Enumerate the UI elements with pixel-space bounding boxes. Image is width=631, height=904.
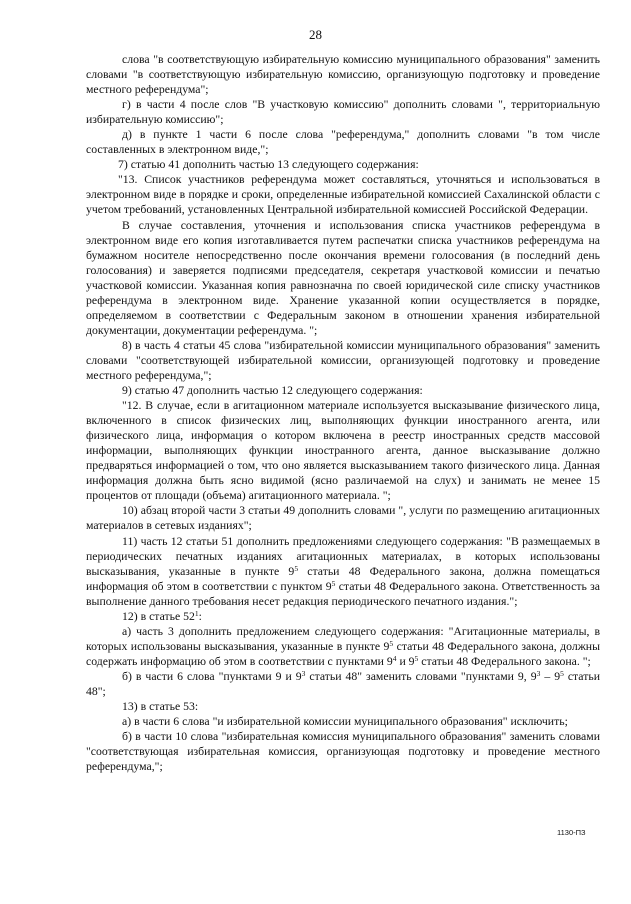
paragraph (86, 127, 600, 157)
superscript: 1 (194, 608, 199, 618)
paragraph-text: д) в пункте 1 части 6 после слова "референдума," дополнить словами "в том числе составленных в электронном виде,"; (86, 128, 600, 157)
paragraph-text: "13. Список участников референдума может составляться, уточняться и использоваться в электронном виде в порядке и сроки, определенные избирательной комиссией Сахалинской области с учетом требований, установленных Центральной избирательной комиссией Российской Федерации. (86, 173, 600, 217)
superscript: 3 (301, 668, 306, 678)
paragraph (86, 338, 600, 383)
paragraph-text: 10) абзац второй части 3 статьи 49 дополнить словами ", услуги по размещению агитационных материалов в сетевых изданиях"; (86, 504, 600, 533)
paragraph (86, 398, 600, 503)
paragraph-text: В случае составления, уточнения и использования списка участников референдума в электронном виде его копия изготавливается путем распечатки списка участников референдума на бумажном носителе непосредственно после окончания времени голосования (в последний день голосования) и заверяется подписями председателя, секретаря участковой комиссии и печатью участковой комиссии. Указанная копия равнозначна по своей юридической силе списку участников референдума в электронном виде. Хранение указанной копии осуществляется в порядке, определяемом в соответствии с Федеральным законом в отношении хранения избирательной документации, документации референдума. "; (86, 218, 600, 337)
superscript: 5 (389, 638, 394, 648)
paragraph-text: статьи 48" заменить словами "пунктами 9, 9 (305, 669, 537, 683)
document-body (86, 52, 600, 774)
paragraph-text: "12. В случае, если в агитационном материале используется высказывание физического лица, включенного в список физических лиц, выполняющих функции иностранного агента, или физического лица, информация о котором включена в реестр иностранных средств массовой информации, выполняющих функции иностранного агента, данное высказывание должно предваряться информацией о том, что оно является высказыванием такого физического лица. Данная информация должна быть ясно видимой (ясно различаемой на слух) и занимать не менее 15 процентов от площади (объема) агитационного материала. "; (86, 399, 600, 503)
page-number: 28 (309, 27, 322, 42)
paragraph-text: 12) в статье 52 (122, 609, 195, 623)
paragraph-text: и 9 (396, 654, 415, 668)
paragraph-text: : (198, 609, 202, 623)
paragraph (86, 218, 600, 338)
paragraph-text: 13) в статье 53: (122, 700, 199, 714)
superscript: 5 (331, 578, 336, 588)
paragraph-text: г) в части 4 после слов "В участковую комиссию" дополнить словами ", территориальную избирательную комиссию"; (86, 98, 600, 127)
paragraph-text: – 9 (540, 669, 561, 683)
paragraph (86, 699, 600, 714)
paragraph (86, 157, 600, 172)
paragraph-text: а) часть 3 дополнить предложением следующего содержания: "Агитационные материалы, в которых использованы высказывания, указанные в пункте 9 (86, 624, 600, 653)
paragraph (86, 172, 600, 217)
paragraph-text: статьи 48 Федерального закона, должны содержать информацию об этом в соответствии с пунктами 9 (86, 639, 600, 668)
superscript: 3 (536, 668, 541, 678)
paragraph-text: а) в части 6 слова "и избирательной комиссии муниципального образования" исключить; (122, 715, 568, 729)
paragraph (86, 52, 600, 97)
paragraph (86, 503, 600, 533)
paragraph (86, 729, 600, 774)
paragraph-text: статьи 48"; (86, 669, 601, 698)
superscript: 5 (294, 563, 299, 573)
paragraph-text: слова "в соответствующую избирательную комиссию муниципального образования" заменить словами "в соответствующую избирательную комиссию, организующую подготовку и проведение местного референдума"; (86, 53, 600, 97)
document-code: 1130-ПЗ (557, 828, 586, 837)
superscript: 5 (414, 653, 419, 663)
paragraph-text: 7) статью 41 дополнить частью 13 следующего содержания: (118, 158, 419, 172)
paragraph-text: б) в части 10 слова "избирательная комиссия муниципального образования" заменить словами "соответствующая избирательная комиссия, организующая подготовку и проведение местного референдума,"; (86, 730, 600, 774)
paragraph (86, 609, 600, 624)
paragraph (86, 714, 600, 729)
paragraph (86, 669, 600, 699)
paragraph-text: 9) статью 47 дополнить частью 12 следующего содержания: (122, 384, 423, 398)
paragraph (86, 97, 600, 127)
paragraph-text: 8) в часть 4 статьи 45 слова "избирательной комиссии муниципального образования" заменить словами "соответствующей избирательной комиссии, организующей подготовку и проведение местного референдума,"; (86, 338, 600, 382)
superscript: 4 (392, 653, 397, 663)
paragraph-text: статьи 48 Федерального закона. "; (418, 654, 591, 668)
paragraph (86, 383, 600, 398)
paragraph-text: статьи 48 Федерального закона. Ответственность за выполнение данного требования несет редакция периодического печатного издания."; (86, 579, 600, 608)
paragraph-text: статьи 48 Федерального закона, должна помещаться информация об этом в соответствии с пунктом 9 (86, 564, 600, 593)
paragraph-text: б) в части 6 слова "пунктами 9 и 9 (122, 669, 302, 683)
paragraph (86, 534, 600, 609)
paragraph-text: 11) часть 12 статьи 51 дополнить предложениями следующего содержания: "В размещаемых в периодических печатных изданиях агитационных материалах, в которых использованы высказывания, указанные в пункте 9 (86, 534, 600, 578)
paragraph (86, 624, 600, 669)
superscript: 5 (560, 668, 564, 678)
